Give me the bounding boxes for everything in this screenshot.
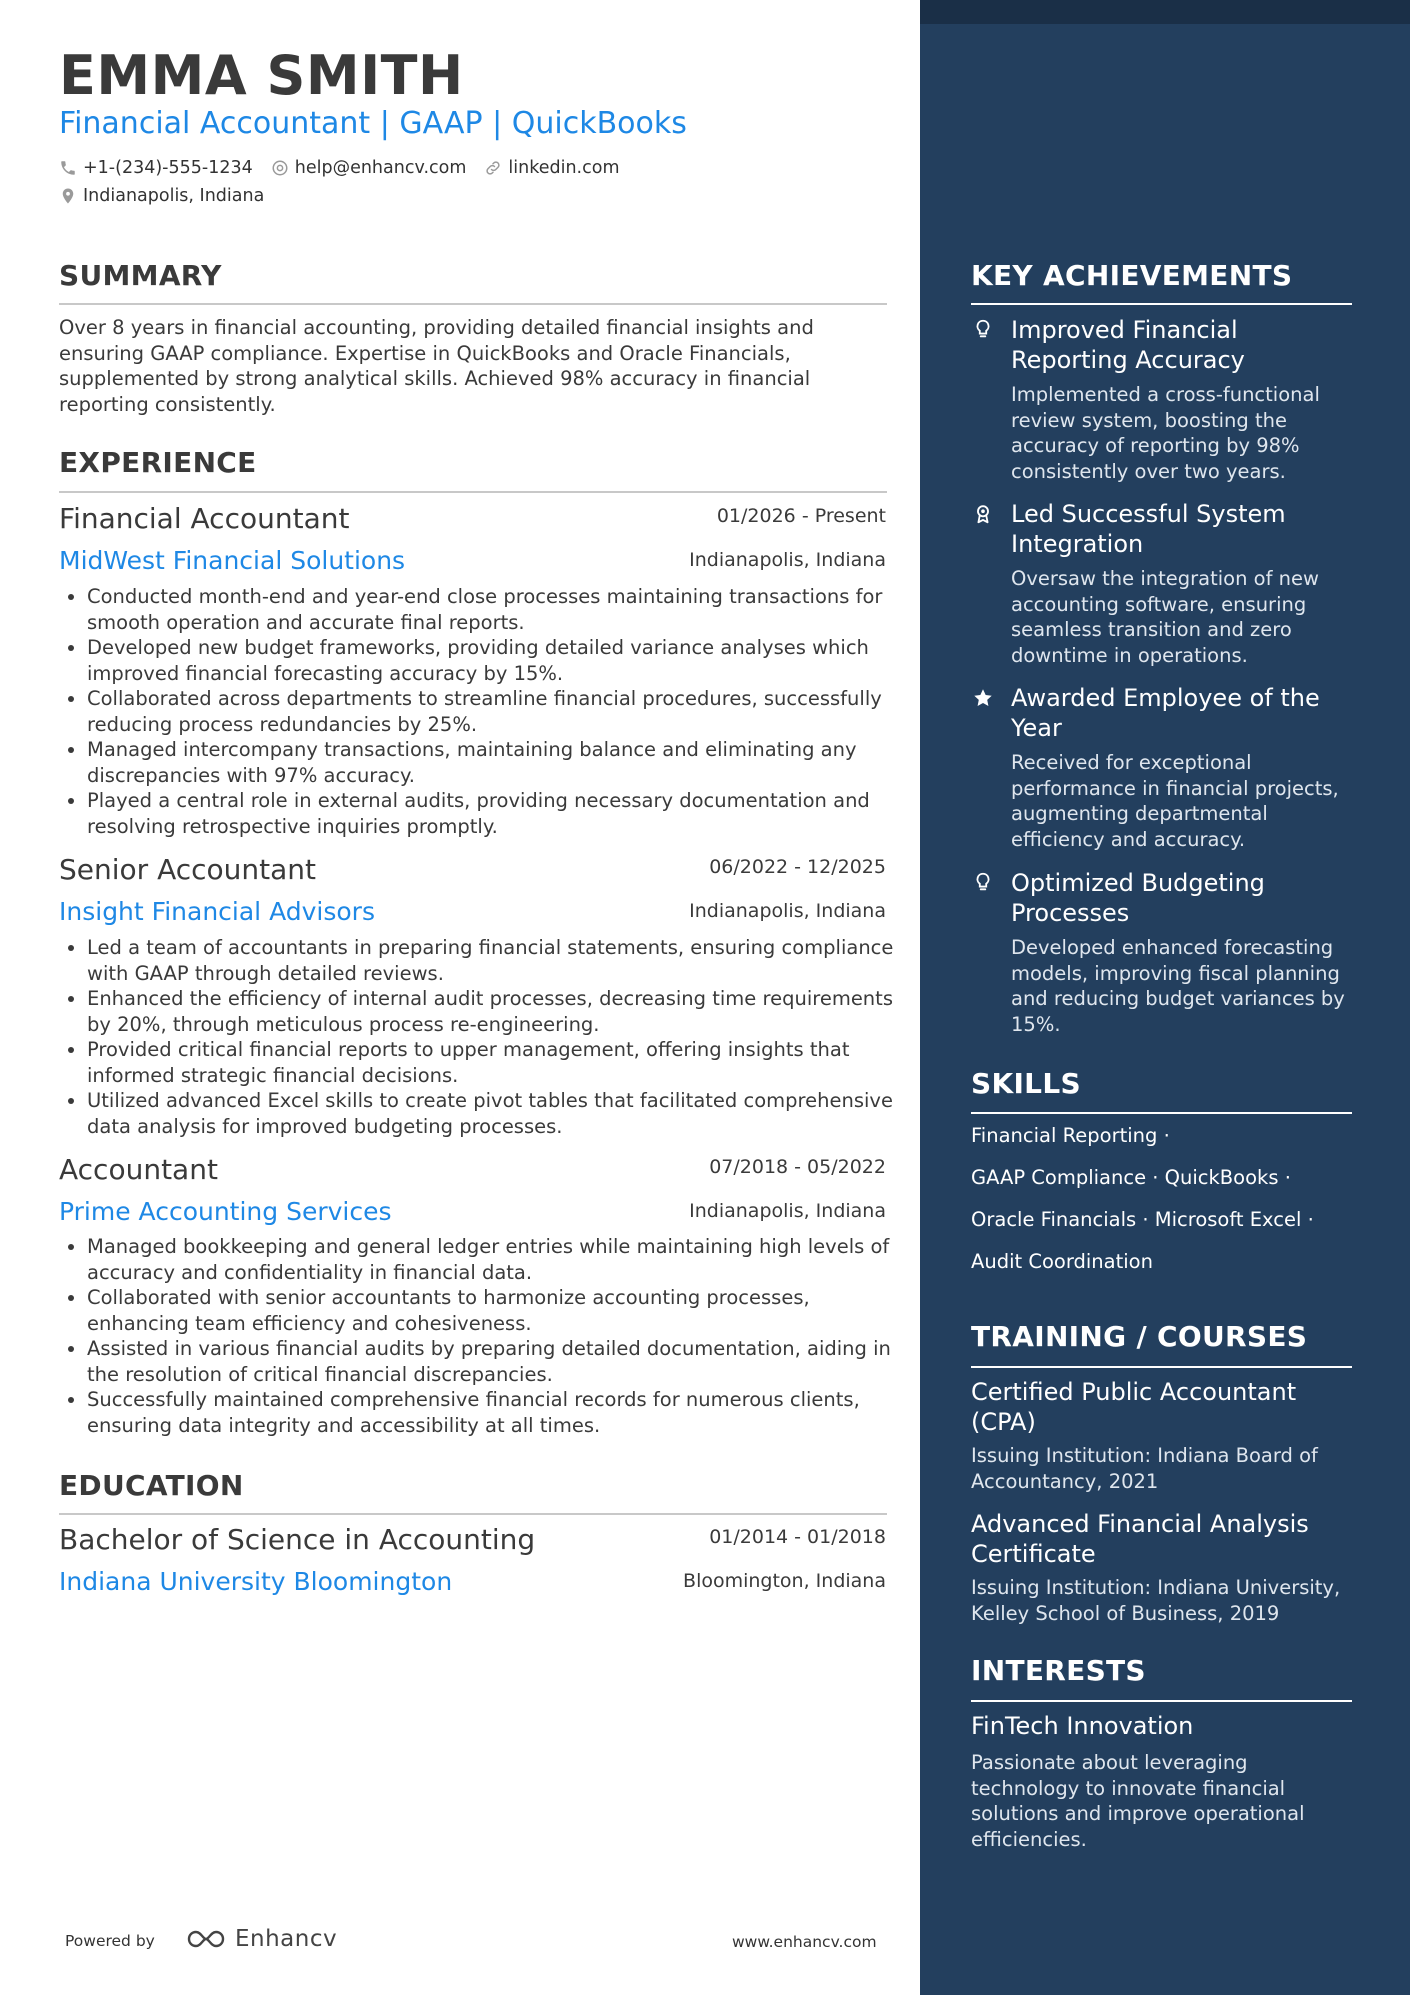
phone-contact[interactable] <box>59 158 253 178</box>
bullet-item: • Collaborated across departments to streamline financial procedures, successfully reducing process redundancies by 25%. <box>87 686 915 737</box>
lightbulb-icon <box>972 318 994 340</box>
job-company[interactable]: MidWest Financial Solutions <box>59 546 406 575</box>
sidebar-top-band <box>920 0 1410 24</box>
summary-text: Over 8 years in financial accounting, providing detailed financial insights and ensuring GAAP compliance. Expertise in QuickBooks and Oracle Financials, supplemented by strong analytical skills. Achieved 98% accuracy in financial reporting consistently. <box>59 316 814 416</box>
job-dates: 01/2026 - Present <box>716 505 886 527</box>
job-company[interactable]: Insight Financial Advisors <box>59 897 375 926</box>
star-icon <box>972 687 994 709</box>
job-location: Indianapolis, Indiana <box>689 549 886 571</box>
bullet-item: • Enhanced the efficiency of internal audit processes, decreasing time requirements by 20%, through meticulous process re-engineering. <box>87 986 915 1037</box>
job-location: Indianapolis, Indiana <box>689 900 886 922</box>
achievement-title: Improved Financial Reporting Accuracy <box>1011 316 1245 374</box>
job-role: Accountant <box>59 1153 218 1186</box>
achievement-title: Awarded Employee of the Year <box>1011 684 1320 742</box>
linkedin-contact[interactable] <box>484 158 619 178</box>
enhancv-logo-icon <box>183 1927 229 1951</box>
job-bullets <box>59 584 915 839</box>
enhancv-logo-text: Enhancv <box>235 1926 338 1952</box>
location-contact <box>59 186 264 206</box>
sidebar <box>920 0 1410 1995</box>
bullet-item: • Developed new budget frameworks, providing detailed variance analyses which improved financial forecasting accuracy by 15%. <box>87 635 915 686</box>
achievement-desc: Oversaw the integration of new accounting software, ensuring seamless transition and zero downtime in operations. <box>1011 567 1319 667</box>
bullet-item: • Played a central role in external audits, providing necessary documentation and resolving retrospective inquiries promptly. <box>87 788 915 839</box>
powered-by-label: Powered by <box>65 1932 155 1950</box>
bullet-item: • Collaborated with senior accountants to harmonize accounting processes, enhancing team efficiency and cohesiveness. <box>87 1285 915 1336</box>
headline: Financial Accountant | GAAP | QuickBooks <box>59 106 687 141</box>
school-name[interactable]: Indiana University Bloomington <box>59 1567 453 1596</box>
degree-title: Bachelor of Science in Accounting <box>59 1523 536 1556</box>
summary-heading: SUMMARY <box>59 259 222 292</box>
candidate-name: EMMA SMITH <box>59 44 464 107</box>
achievement-desc: Received for exceptional performance in financial projects, augmenting departmental efficiency and accuracy. <box>1011 751 1339 851</box>
skills-heading: SKILLS <box>971 1067 1081 1100</box>
footer-url[interactable]: www.enhancv.com <box>732 1933 877 1951</box>
summary-divider <box>59 303 887 305</box>
enhancv-logo[interactable] <box>183 1926 337 1952</box>
training-desc: Issuing Institution: Indiana Board of Accountancy, 2021 <box>971 1444 1318 1493</box>
contact-row <box>59 158 638 178</box>
bullet-item: • Provided critical financial reports to upper management, offering insights that informed strategic financial decisions. <box>87 1037 915 1088</box>
training-desc: Issuing Institution: Indiana University, Kelley School of Business, 2019 <box>971 1576 1341 1625</box>
bullet-item: • Led a team of accountants in preparing financial statements, ensuring compliance with GAAP through detailed reviews. <box>87 935 915 986</box>
bullet-item: • Conducted month-end and year-end close processes maintaining transactions for smooth operation and accurate final reports. <box>87 584 915 635</box>
job-location: Indianapolis, Indiana <box>689 1200 886 1222</box>
email-text: help@enhancv.com <box>294 158 467 178</box>
skill-line: GAAP Compliance · QuickBooks · <box>971 1166 1291 1189</box>
email-contact[interactable] <box>271 158 467 178</box>
achievements-divider <box>971 303 1352 305</box>
bullet-item: • Managed bookkeeping and general ledger entries while maintaining high levels of accuracy and confidentiality in financial data. <box>87 1234 915 1285</box>
interest-desc: Passionate about leveraging technology to innovate financial solutions and improve operational efficiencies. <box>971 1751 1305 1851</box>
skill-line: Financial Reporting · <box>971 1124 1170 1147</box>
job-bullets <box>59 1234 915 1438</box>
interest-title: FinTech Innovation <box>971 1712 1194 1740</box>
training-heading: TRAINING / COURSES <box>971 1320 1308 1353</box>
achievement-desc: Implemented a cross-functional review system, boosting the accuracy of reporting by 98% consistently over two years. <box>1011 383 1320 483</box>
job-dates: 06/2022 - 12/2025 <box>709 856 886 878</box>
experience-divider <box>59 491 887 493</box>
bullet-item: • Successfully maintained comprehensive financial records for numerous clients, ensuring data integrity and accessibility at all times. <box>87 1387 915 1438</box>
education-divider <box>59 1513 887 1515</box>
achievement-desc: Developed enhanced forecasting models, improving fiscal planning and reducing budget variances by 15%. <box>1011 936 1345 1036</box>
lightbulb-icon <box>972 871 994 893</box>
achievements-heading: KEY ACHIEVEMENTS <box>971 259 1293 292</box>
at-icon <box>271 159 289 177</box>
bullet-item: • Managed intercompany transactions, maintaining balance and eliminating any discrepancies with 97% accuracy. <box>87 737 915 788</box>
award-icon <box>972 503 994 525</box>
training-title: Certified Public Accountant (CPA) <box>971 1378 1297 1436</box>
school-location: Bloomington, Indiana <box>683 1570 886 1592</box>
interests-divider <box>971 1700 1352 1702</box>
phone-icon <box>59 159 77 177</box>
training-title: Advanced Financial Analysis Certificate <box>971 1510 1309 1568</box>
job-role: Senior Accountant <box>59 853 317 886</box>
bullet-item: • Assisted in various financial audits by preparing detailed documentation, aiding in the resolution of critical financial discrepancies. <box>87 1336 915 1387</box>
phone-text: +1-(234)-555-1234 <box>83 158 253 178</box>
link-icon <box>484 159 502 177</box>
job-bullets <box>59 935 915 1139</box>
bullet-item: • Utilized advanced Excel skills to create pivot tables that facilitated comprehensive data analysis for improved budgeting processes. <box>87 1088 915 1139</box>
linkedin-text: linkedin.com <box>508 158 620 178</box>
education-dates: 01/2014 - 01/2018 <box>709 1526 886 1548</box>
education-heading: EDUCATION <box>59 1469 244 1502</box>
training-divider <box>971 1366 1352 1368</box>
skills-divider <box>971 1112 1352 1114</box>
skill-line: Oracle Financials · Microsoft Excel · <box>971 1208 1314 1231</box>
achievement-title: Optimized Budgeting Processes <box>1011 869 1265 927</box>
achievement-title: Led Successful System Integration <box>1011 500 1286 558</box>
job-dates: 07/2018 - 05/2022 <box>709 1156 886 1178</box>
interests-heading: INTERESTS <box>971 1654 1146 1687</box>
job-role: Financial Accountant <box>59 502 350 535</box>
job-company[interactable]: Prime Accounting Services <box>59 1197 392 1226</box>
location-row <box>59 186 282 206</box>
skill-line: Audit Coordination <box>971 1250 1153 1273</box>
location-text: Indianapolis, Indiana <box>83 186 265 206</box>
experience-heading: EXPERIENCE <box>59 446 257 479</box>
map-pin-icon <box>59 187 77 205</box>
